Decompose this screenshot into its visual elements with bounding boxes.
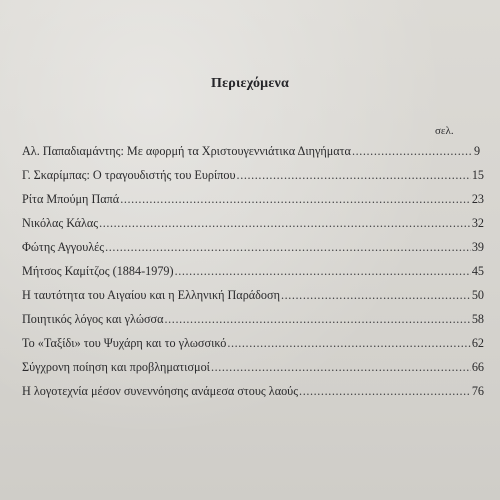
toc-dot-leader [165, 312, 471, 327]
toc-entry-page: 76 [471, 384, 484, 398]
toc-entry [22, 144, 484, 168]
toc-entry-page: 62 [471, 336, 484, 350]
toc-entry [22, 240, 484, 264]
toc-entry-title: Σύγχρονη ποίηση και προβληματισμοί [22, 360, 210, 374]
toc-entry-page: 9 [474, 144, 481, 158]
toc-entry-title: Νικόλας Κάλας [22, 216, 99, 230]
toc-entry-title: Μήτσος Καμίτζος (1884-1979) [22, 264, 174, 278]
toc-entry-title: Αλ. Παπαδιαμάντης: Με αφορμή τα Χριστουγεννιάτικα Διηγήματα [22, 144, 351, 158]
toc-entry [22, 336, 484, 360]
page-column-label: σελ. [435, 125, 454, 137]
toc-entry-title: Ποιητικός λόγος και γλώσσα [22, 312, 164, 326]
toc-entry-page: 39 [471, 240, 484, 254]
toc-entry-page: 50 [471, 288, 484, 302]
toc-dot-leader [211, 360, 471, 375]
toc-dot-leader [105, 240, 471, 255]
toc-entry-page: 45 [471, 264, 484, 278]
toc-entry-title: Ρίτα Μπούμη Παπά [22, 192, 120, 206]
toc-entry [22, 168, 484, 192]
toc-entry [22, 288, 484, 312]
toc-entry [22, 192, 484, 216]
toc-entry-title: Το «Ταξίδι» του Ψυχάρη και το γλωσσικό [22, 336, 227, 350]
toc-entry-page: 23 [471, 192, 484, 206]
table-of-contents [22, 144, 484, 408]
toc-entry [22, 384, 484, 408]
toc-entry-page: 15 [471, 168, 484, 182]
toc-dot-leader [352, 144, 473, 159]
toc-entry-title: Η ταυτότητα του Αιγαίου και η Ελληνική Παράδοση [22, 288, 280, 302]
page-title: Περιεχόμενα [211, 76, 289, 91]
toc-entry-title: Η λογοτεχνία μέσον συνεννόησης ανάμεσα στους λαούς [22, 384, 299, 398]
toc-entry-page: 66 [471, 360, 484, 374]
toc-dot-leader [237, 168, 471, 183]
toc-entry [22, 264, 484, 288]
toc-dot-leader [281, 288, 471, 303]
toc-entry-title: Γ. Σκαρίμπας: Ο τραγουδιστής του Ευρίπου [22, 168, 236, 182]
toc-dot-leader [99, 216, 471, 231]
toc-entry [22, 216, 484, 240]
toc-dot-leader [227, 336, 470, 351]
toc-entry-page: 32 [471, 216, 484, 230]
toc-entry-page: 58 [471, 312, 484, 326]
toc-entry [22, 360, 484, 384]
toc-dot-leader [299, 384, 471, 399]
toc-dot-leader [175, 264, 471, 279]
toc-entry [22, 312, 484, 336]
toc-dot-leader [120, 192, 471, 207]
toc-entry-title: Φώτης Αγγουλές [22, 240, 105, 254]
